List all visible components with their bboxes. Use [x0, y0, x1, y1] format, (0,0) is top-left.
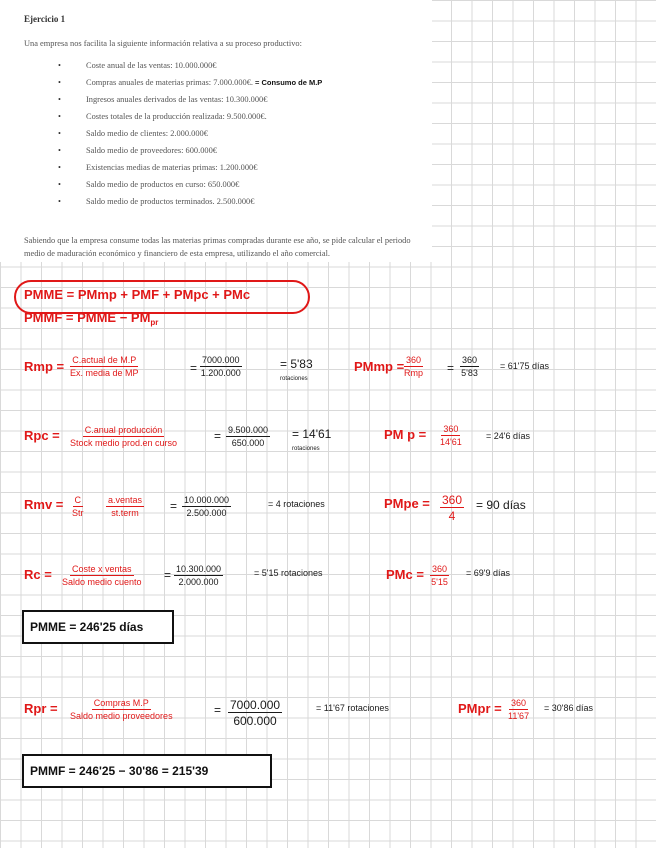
pmpc-label: PM p = [384, 427, 427, 442]
rmv-result: = 4 rotaciones [268, 499, 325, 509]
rpc-equals: = [214, 429, 222, 443]
rmp-equals: = [190, 361, 198, 375]
rc-fraction: $\frac{\text{Coste x ventas}}{\text{Saldo medio cuento}}$ [62, 564, 142, 587]
rpc-result: = 14'61 rotaciones [292, 427, 332, 452]
rc-result: = 5'15 rotaciones [254, 568, 323, 578]
pmpe-fraction: $\frac{360}{4}$ [442, 493, 463, 523]
rmp-fraction: $\frac{\text{C.actual de M.P}}{\text{Ex. media de MP}}$ [70, 355, 139, 378]
rpr-label: Rpr = [24, 701, 58, 716]
list-item: • Existencias medias de materias primas: 1.200.000€ [58, 161, 432, 178]
pmme-result-box: PMME = 246'25 días [22, 610, 174, 644]
pmc-label: PMc = [386, 567, 424, 582]
list-item: • Coste anual de las ventas: 10.000.000€ [58, 59, 432, 76]
pmc-result: = 69'9 días [466, 568, 511, 578]
rmp-result: = 5'83 rotaciones [280, 357, 313, 382]
pmpc-fraction: $\frac{360}{14'61}$ [440, 424, 462, 447]
handwritten-note: = Consumo de M.P [255, 77, 323, 87]
pmpr-result: = 30'86 días [544, 703, 594, 713]
list-item: • Saldo medio de clientes: 2.000.000€ [58, 127, 432, 144]
rmv-fraction-2: $\frac{\text{a.ventas}}{\text{st.term}}$ [108, 495, 143, 518]
list-item: • Saldo medio de productos terminados. 2.500.000€ [58, 195, 432, 212]
pmpr-fraction: $\frac{360}{11'67}$ [508, 698, 530, 721]
pmmp-value: $\frac{360}{5'83}$ [461, 355, 478, 378]
rpc-value: $\frac{9.500.000}{650.000}$ [228, 425, 269, 448]
rpr-fraction: $\frac{\text{Compras M.P}}{\text{Saldo medio proveedores}}$ [70, 698, 173, 721]
rmv-fraction: $\frac{C}{\text{Str}}$ [72, 495, 84, 518]
list-item: • Ingresos anuales derivados de las ventas: 10.300.000€ [58, 93, 432, 110]
pmpe-result: = 90 días [476, 498, 526, 512]
rmv-label: Rmv = [24, 497, 64, 512]
list-item: • Costes totales de la producción realizada: 9.500.000€. [58, 110, 432, 127]
rmv-equals: = [170, 499, 178, 513]
pmmp-label: PMmp = [354, 359, 405, 374]
rmp-label: Rmp = [24, 359, 65, 374]
pmmp-equals: = [447, 361, 455, 375]
rc-label: Rc = [24, 567, 52, 582]
rpc-fraction: $\frac{\text{C.anual producción}}{\text{Stock medio prod.en curso}}$ [70, 425, 178, 448]
data-list [24, 59, 432, 212]
exercise-text-block [0, 0, 432, 262]
formula-pmmf: PMMF = PMME − $PM_{pr}$ [24, 310, 159, 327]
exercise-question: Sabiendo que la empresa consume todas las materias primas compradas durante ese año, se pide calcular el periodo medio de maduración económico y financiero de esta empresa, utilizando el año comercial. [24, 235, 411, 258]
pmpr-label: PMpr = [458, 701, 502, 716]
pmmp-fraction: $\frac{360}{\text{Rmp}}$ [404, 355, 424, 378]
rpr-equals: = [214, 703, 222, 717]
rpr-value: $\frac{7000.000}{600.000}$ [230, 698, 281, 728]
rmv-value: $\frac{10.000.000}{2.500.000}$ [184, 495, 230, 518]
rmp-value: $\frac{7000.000}{1.200.000}$ [200, 355, 241, 378]
exercise-intro: Una empresa nos facilita la siguiente información relativa a su proceso productivo: [24, 38, 302, 48]
pmmf-result-box: PMMF = 246'25 − 30'86 = 215'39 [22, 754, 272, 788]
pmc-fraction: $\frac{360}{5'15}$ [431, 564, 448, 587]
list-item: • Saldo medio de productos en curso: 650.000€ [58, 178, 432, 195]
rc-equals: = [164, 568, 172, 582]
rpr-result: = 11'67 rotaciones [316, 703, 389, 713]
formula-pmme: PMME = PMmp + PMF + PMpc + PMc [24, 287, 251, 302]
list-item: • Saldo medio de proveedores: 600.000€ [58, 144, 432, 161]
list-item: • Compras anuales de materias primas: 7.000.000€. = Consumo de M.P [58, 76, 432, 93]
exercise-title: Ejercicio 1 [24, 14, 66, 24]
pmpe-label: PMpe = [384, 496, 430, 511]
pmpc-result: = 24'6 días [486, 431, 531, 441]
rc-value: $\frac{10.300.000}{2.000.000}$ [176, 564, 222, 587]
rpc-label: Rpc = [24, 428, 60, 443]
pmmp-result: = 61'75 días [500, 361, 550, 371]
